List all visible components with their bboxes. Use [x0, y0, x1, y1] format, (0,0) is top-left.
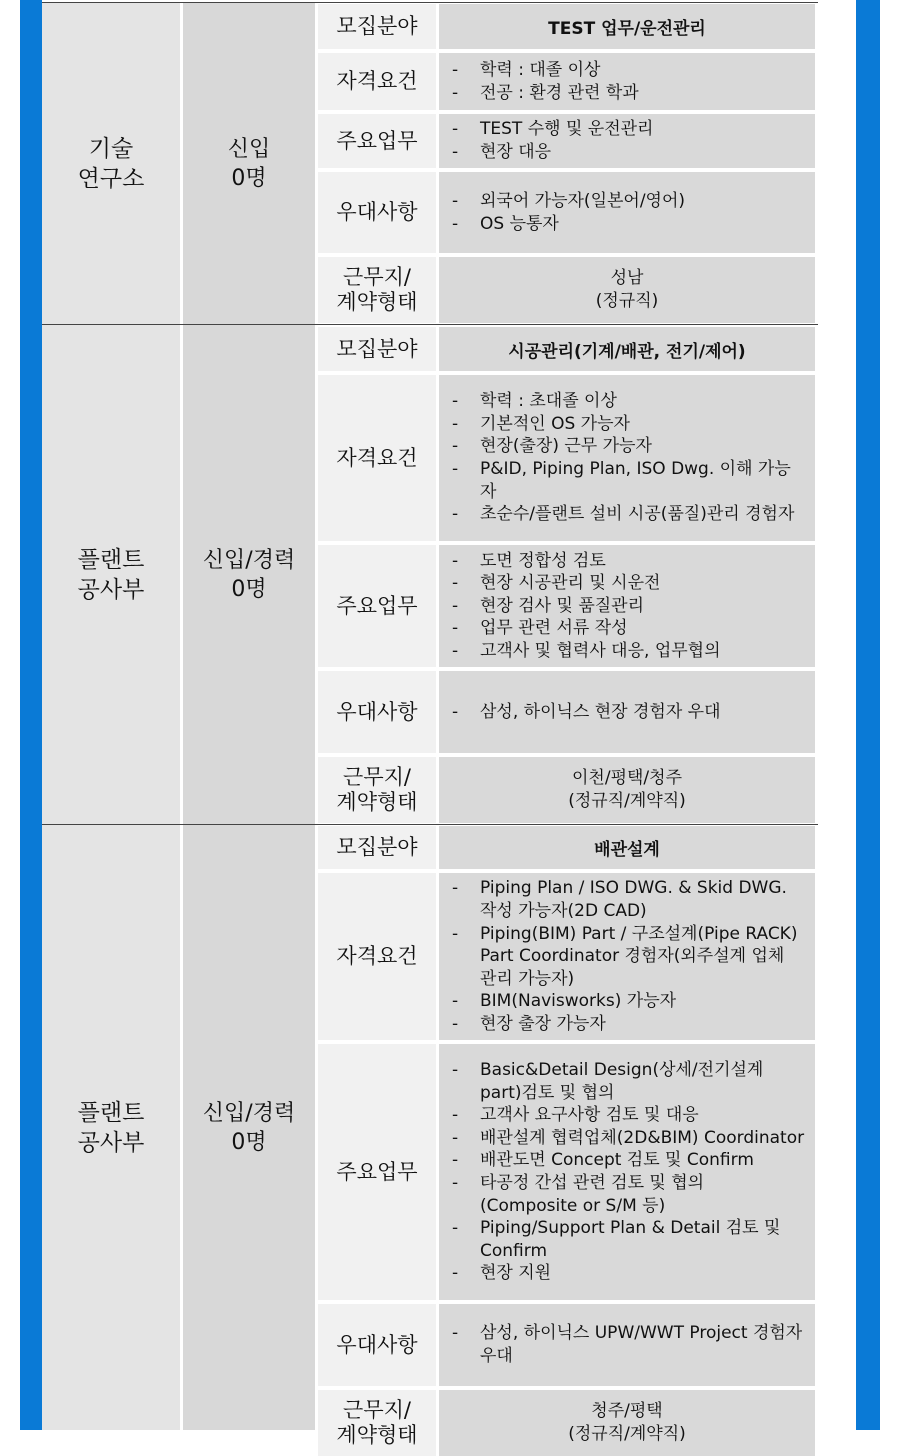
list-item: - Piping/Support Plan & Detail 검토 및 Confirm: [449, 1217, 805, 1262]
hire-count-cell: 신입 0명: [183, 3, 315, 324]
value-duty: [439, 1044, 815, 1300]
label-field: 모집분야: [318, 327, 436, 371]
value-preference: [439, 172, 815, 253]
list-item: - Piping Plan / ISO DWG. & Skid DWG. 작성 가능자(2D CAD): [449, 877, 805, 922]
label-qualification: 자격요건: [318, 375, 436, 541]
department-cell: 플랜트 공사부: [42, 325, 180, 824]
list-item: - 삼성, 하이닉스 UPW/WWT Project 경험자 우대: [449, 1322, 805, 1367]
page-frame-left: [20, 0, 42, 1430]
label-qualification: 자격요건: [318, 873, 436, 1040]
label-preference: 우대사항: [318, 172, 436, 253]
field-title: 시공관리(기계/배관, 전기/제어): [508, 341, 746, 362]
list-item: - Piping(BIM) Part / 구조설계(Pipe RACK) Part Coordinator 경험자(외주설계 업체 관리 가능자): [449, 923, 805, 991]
value-field: [439, 826, 815, 869]
list-item: - BIM(Navisworks) 가능자: [449, 990, 805, 1013]
list-item: - OS 능통자: [449, 213, 685, 236]
list-item: - 타공정 간섭 관련 검토 및 협의 (Composite or S/M 등): [449, 1172, 805, 1217]
value-preference: [439, 1304, 815, 1386]
qualification-list: [449, 390, 805, 526]
duty-list: [449, 550, 721, 663]
list-item: - 학력 : 대졸 이상: [449, 59, 639, 82]
list-item: - 배관도면 Concept 검토 및 Confirm: [449, 1149, 805, 1172]
list-item: - 현장 지원: [449, 1262, 805, 1285]
duty-list: [449, 118, 653, 163]
value-location: [439, 257, 815, 323]
location-text: 성남 (정규직): [595, 268, 659, 311]
list-item: - 업무 관련 서류 작성: [449, 617, 721, 640]
qualification-list: [449, 877, 805, 1035]
value-location: [439, 1390, 815, 1456]
department-cell: 플랜트 공사부: [42, 825, 180, 1430]
hire-count-cell: 신입/경력 0명: [183, 325, 315, 824]
list-item: - 기본적인 OS 가능자: [449, 413, 805, 436]
list-item: - 도면 정합성 검토: [449, 550, 721, 573]
value-qualification: [439, 375, 815, 541]
field-title: TEST 업무/운전관리: [548, 19, 706, 39]
list-item: - 현장 대응: [449, 141, 653, 164]
page-frame-right: [856, 0, 880, 1430]
list-item: - 고객사 요구사항 검토 및 대응: [449, 1104, 805, 1127]
hire-count-cell: 신입/경력 0명: [183, 825, 315, 1430]
list-item: - TEST 수행 및 운전관리: [449, 118, 653, 141]
list-item: - 외국어 가능자(일본어/영어): [449, 190, 685, 213]
list-item: - 삼성, 하이닉스 현장 경험자 우대: [449, 701, 721, 724]
value-qualification: [439, 53, 815, 110]
field-title: 배관설계: [594, 840, 660, 860]
list-item: - 배관설계 협력업체(2D&BIM) Coordinator: [449, 1127, 805, 1150]
recruitment-table: [42, 0, 856, 1447]
label-duty: 주요업무: [318, 545, 436, 667]
list-item: - 학력 : 초대졸 이상: [449, 390, 805, 413]
label-duty: 주요업무: [318, 114, 436, 168]
duty-list: [449, 1059, 805, 1285]
value-field: [439, 327, 815, 371]
list-item: - Basic&Detail Design(상세/전기설계 part)검토 및 협의: [449, 1059, 805, 1104]
label-field: 모집분야: [318, 826, 436, 869]
value-qualification: [439, 873, 815, 1040]
location-text: 이천/평택/청주 (정규직/계약직): [568, 768, 686, 811]
list-item: - 고객사 및 협력사 대응, 업무협의: [449, 640, 721, 663]
label-duty: 주요업무: [318, 1044, 436, 1300]
label-qualification: 자격요건: [318, 53, 436, 110]
label-preference: 우대사항: [318, 1304, 436, 1386]
label-field: 모집분야: [318, 4, 436, 49]
location-text: 청주/평택 (정규직/계약직): [568, 1401, 686, 1444]
preference-list: [449, 190, 685, 235]
preference-list: [449, 701, 721, 724]
list-item: - 현장(출장) 근무 가능자: [449, 435, 805, 458]
department-cell: 기술 연구소: [42, 3, 180, 324]
list-item: - 초순수/플랜트 설비 시공(품질)관리 경험자: [449, 503, 805, 526]
list-item: - 현장 출장 가능자: [449, 1013, 805, 1036]
label-preference: 우대사항: [318, 671, 436, 753]
label-location: 근무지/ 계약형태: [318, 257, 436, 323]
value-location: [439, 757, 815, 823]
list-item: - 현장 시공관리 및 시운전: [449, 572, 721, 595]
value-field: [439, 4, 815, 49]
label-location: 근무지/ 계약형태: [318, 757, 436, 823]
value-preference: [439, 671, 815, 753]
value-duty: [439, 545, 815, 667]
list-item: - P&ID, Piping Plan, ISO Dwg. 이해 가능자: [449, 458, 805, 503]
label-location: 근무지/ 계약형태: [318, 1390, 436, 1456]
list-item: - 전공 : 환경 관련 학과: [449, 82, 639, 105]
list-item: - 현장 검사 및 품질관리: [449, 595, 721, 618]
preference-list: [449, 1322, 805, 1367]
qualification-list: [449, 59, 639, 104]
value-duty: [439, 114, 815, 168]
